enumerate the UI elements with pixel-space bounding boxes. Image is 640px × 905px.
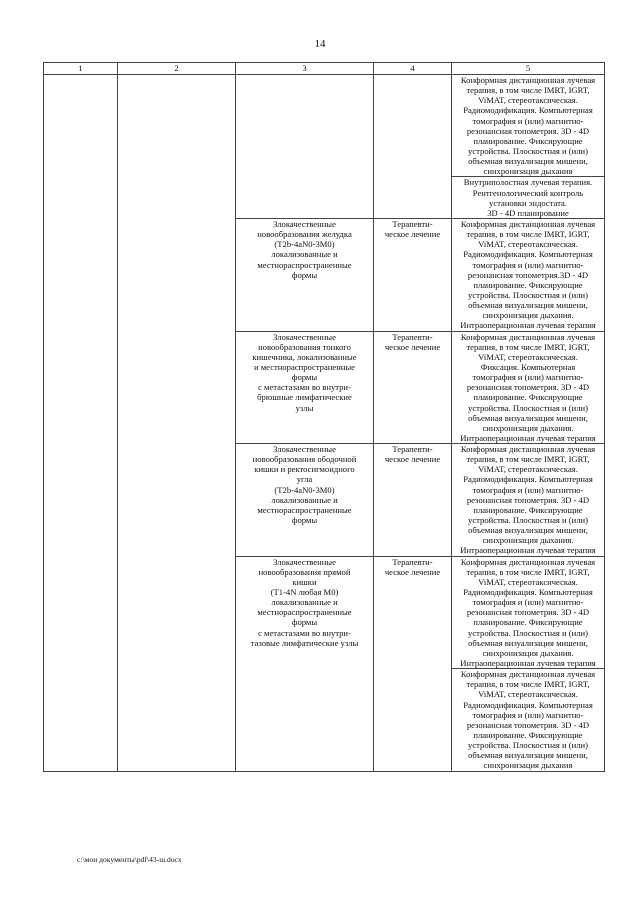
col1-cell (44, 75, 118, 772)
diagnosis-cell: Злокачественные новообразования тонкого кишечника, локализованные и местнораспространенные формы с метастазами во внутри- брюшные лимфатические узлы (236, 331, 374, 444)
treatment-table (43, 62, 605, 772)
diagnosis-cell: Злокачественные новообразования ободочной кишки и ректосигмоидного угла (T2b-4aN0-3M0) локализованные и местнораспространенные формы (236, 444, 374, 557)
method-cell: Конформная дистанционная лучевая терапия, в том числе IMRT, IGRT, ViMAT, стереотаксическая. Радиомодификация. Компьютерная томография и (или) магнитно- резонансная топометрия. 3D - 4D планирование. Фиксирующие устройства. Плоскостная и (или) объемная визуализация мишени, синхронизация дыхания (452, 75, 605, 177)
method-cell: Конформная дистанционная лучевая терапия, в том числе IMRT, IGRT, ViMAT, стереотаксическая. Радиомодификация. Компьютерная томография и (или) магнитно- резонансная топометрия. 3D - 4D планирование. Фиксирующие устройства. Плоскостная и (или) объемная визуализация мишени, синхронизация дыхания. Интраоперационная лучевая терапия (452, 444, 605, 557)
diagnosis-cell: Злокачественные новообразования прямой кишки (T1-4N любая M0) локализованные и местнораспространенные формы с метастазами во внутри- тазовые лимфатические узлы (236, 556, 374, 771)
col-header-2: 2 (118, 63, 236, 75)
treatment-type-cell: Терапевти- ческое лечение (374, 218, 452, 331)
method-cell: Конформная дистанционная лучевая терапия, в том числе IMRT, IGRT, ViMAT, стереотаксическая. Фиксация. Компьютерная томография и (или) магнитно- резонансная топометрия. 3D - 4D планирование. Фиксирующие устройства. Плоскостная и (или) объемная визуализация мишени, синхронизация дыхания. Интраоперационная лучевая терапия (452, 331, 605, 444)
treatment-type-cell: Терапевти- ческое лечение (374, 556, 452, 771)
col-header-4: 4 (374, 63, 452, 75)
method-cell: Конформная дистанционная лучевая терапия, в том числе IMRT, IGRT, ViMAT, стереотаксическая. Радиомодификация. Компьютерная томография и (или) магнитно- резонансная топометрия. 3D - 4D планирование. Фиксирующие устройства. Плоскостная и (или) объемная визуализация мишени, синхронизация дыхания. Интраоперационная лучевая терапия (452, 556, 605, 669)
method-cell: Конформная дистанционная лучевая терапия, в том числе IMRT, IGRT, ViMAT, стереотаксическая. Радиомодификация. Компьютерная томография и (или) магнитно- резонансная топометрия.3D - 4D планирование. Фиксирующие устройства. Плоскостная и (или) объемная визуализация мишени, синхронизация дыхания. Интраоперационная лучевая терапия (452, 218, 605, 331)
method-cell: Внутриполостная лучевая терапия. Рентгенологический контроль установки эндостата. 3D - 4D планирование (452, 177, 605, 219)
diagnosis-cell (236, 75, 374, 219)
col-header-1: 1 (44, 63, 118, 75)
footer-file-path: c:\мои документы\pdf\43-ш.docx (77, 855, 182, 864)
col2-cell (118, 75, 236, 772)
col-header-3: 3 (236, 63, 374, 75)
treatment-type-cell: Терапевти- ческое лечение (374, 331, 452, 444)
col-header-5: 5 (452, 63, 605, 75)
table-header-row (44, 63, 605, 75)
treatment-type-cell (374, 75, 452, 219)
treatment-type-cell: Терапевти- ческое лечение (374, 444, 452, 557)
page-number: 14 (314, 38, 326, 50)
diagnosis-cell: Злокачественные новообразования желудка (T2b-4aN0-3M0) локализованные и местнораспространенные формы (236, 218, 374, 331)
table-row (44, 75, 605, 177)
method-cell: Конформная дистанционная лучевая терапия, в том числе IMRT, IGRT, ViMAT, стереотаксическая. Радиомодификация. Компьютерная томография и (или) магнитно- резонансная топометрия. 3D - 4D планирование. Фиксирующие устройства. Плоскостная и (или) объемная визуализация мишени, синхронизация дыхания (452, 669, 605, 771)
